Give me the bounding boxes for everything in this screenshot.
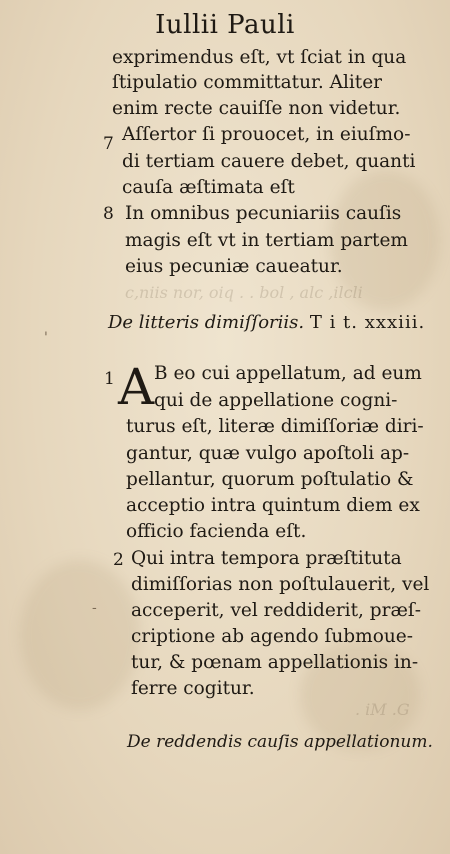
text-line: acceptio intra quintum diem ex [126, 495, 420, 516]
text-line: magis eſt vt in tertiam partem [125, 230, 408, 251]
margin-mark: ' [44, 330, 48, 346]
title-heading-italic: De litteris dimiſſoriis. [108, 312, 305, 333]
text-line: Qui intra tempora præſtituta [131, 548, 402, 569]
text-line: turus eſt, literæ dimiſſoriæ diri- [126, 416, 424, 437]
paragraph-number: 8 [103, 204, 114, 224]
text-line: gantur, quæ vulgo apoſtoli ap- [126, 443, 410, 464]
text-line: enim recte cauiſſe non videtur. [112, 98, 401, 119]
text-line: pellantur, quorum poſtulatio & [126, 469, 414, 490]
text-line: eius pecuniæ caueatur. [125, 256, 343, 277]
text-line: B eo cui appellatum, ad eum [154, 363, 422, 384]
next-section-heading: De reddendis cauſis appellationum. [127, 732, 433, 752]
text-line: ſtipulatio committatur. Aliter [112, 72, 383, 93]
show-through-text: . iM .G [355, 700, 410, 719]
margin-mark: - [92, 600, 97, 616]
paper-stain [20, 560, 140, 710]
text-line: tur, & pœnam appellationis in- [131, 652, 419, 673]
text-line: di tertiam cauere debet, quanti [122, 151, 416, 172]
text-line: In omnibus pecuniariis cauſis [125, 203, 402, 224]
title-heading [108, 314, 425, 332]
running-head: Iullii Pauli [155, 10, 295, 40]
text-line: Aſſertor ſi prouocet, in eiuſmo- [122, 124, 411, 145]
text-line: dimiſſorias non poſtulauerit, vel [131, 574, 430, 595]
text-line: acceperit, vel reddiderit, præſ- [131, 600, 421, 621]
text-line: qui de appellatione cogni- [154, 390, 398, 411]
text-line: officio facienda eſt. [126, 521, 307, 542]
text-line: exprimendus eſt, vt ſciat in qua [112, 47, 407, 68]
paragraph-number: 2 [113, 550, 124, 570]
text-line: criptione ab agendo ſubmoue- [131, 626, 413, 647]
paragraph-number: 7 [103, 134, 114, 154]
drop-capital: A [118, 358, 155, 416]
paragraph-number: 1 [104, 369, 115, 389]
title-heading-number: T i t. xxxiii. [309, 312, 426, 333]
text-line: ferre cogitur. [131, 678, 255, 699]
text-line: cauſa æſtimata eſt [122, 177, 295, 198]
show-through-text: c,niis nor, oiq . . bol , alc ,ilcli [125, 283, 363, 302]
